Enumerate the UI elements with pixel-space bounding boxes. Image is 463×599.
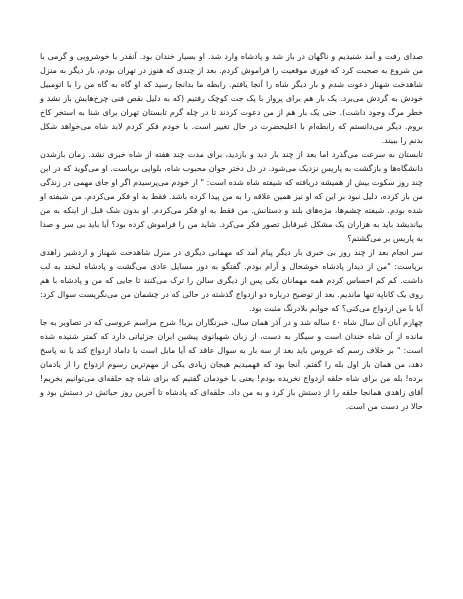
paragraph-3: سر انجام بعد از چند روز بی خبری بار دیگر پیام آمد که مهمانی دیگری در منزل شاهدخت شهناز و اردشیر زاهدی برپاست: "من از دیدار پادشاه خوشحال و آرام بودم. گفتگو به دور مسایل عادی می‌گشت و پادشاه لبخند به لب داشت. کم کم احساس کردم همه مهمانان یکی پس از دیگری سالن را ترک می‌کنند تا جایی که من و پادشاه با هم روی یک کاناپه تنها ماندیم. بعد از توضیح درباره دو ازدواج گذشته در حالی که در چشمان من می‌نگریست سوال کرد: آیا با من ازدواج می‌کنی؟ که جوابم بلادرنگ مثبت بود. [40, 248, 423, 313]
paragraph-2: تابستان به سرعت می‌گذرد اما بعد از چند بار دید و بازدید، برای مدت چند هفته از شاه خبری نشد. زمان بازشدن دانشگاه‌ها و بازگشت به پاریس نزدیک می‌شود. در دل دختر جوان محبوب شاه، بلوایی برپاست. او می‌گوید که در این چند روز سکوت بیش از همیشه دریافته که شیفته شاه شده است: " از خودم می‌پرسیدم اگر او جای مهمی در زندگی من باز کرده، دلیل نبود بر این که او نیز همین علاقه را به من پیدا کرده باشد. فقط به او فکر می‌کردم. من شیفته او شده بودم. شیفته چشم‌ها، مژه‌های بلند و دستانش. من فقط به او فکر می‌کردم. او بدون شک قبل از اینکه به من بیاندیشد باید به هزاران یک مشکل غیرقابل تصور فکر می‌کرد. شاید من را فراموش کرده بود؟ آیا باید بی سر و صدا به پاریس بر می‌گشتم؟ [40, 150, 423, 243]
paragraph-1: صدای رفت و آمد شنیدیم و ناگهان در باز شد و پادشاه وارد شد. او بسیار خندان بود. آنقدر با خوشرویی و گرمی با من شروع به صحبت کرد که فوری موقعیت را فراموش کردم. بعد از چندی که هنوز در تهران بودم، بار دیگر به منزل شاهدخت شهناز دعوت شدم و بار دیگر شاه را آنجا یافتم. رابطه ما بدانجا رسید که او گاه به گاه من را با اتومبیل خودش به گردش می‌برد. یک بار هم برای پرواز با یک جت کوچک رفتیم (که به دلیل نقص فنی چرخ‌هایش باز نشد و خطر مرگ وجود داشت). حتی یک بار هم از من دعوت کردند تا در چله گرم تابستان تهران برای شنا به استخر کاخ بروم. دیگر می‌دانستم که رابطه‌ام با اعلیحضرت در حال تغییر است. با خودم فکر کردم لابد شاه می‌خواهد شکل بدنم را ببیند. [40, 52, 423, 145]
paragraph-4: چهارم آبان آن سال شاه ٤٠ ساله شد و در آذر همان سال، خبرنگاران بریا! شرح مراسم عروسی که در تصاویر به جا مانده از آن شاه خندان است و سیگار به دست، از زبان شهبانوی پیشین ایران جزئیاتی دارد که کمتر شنیده شده است: " بر خلاف رسم که عروس باید بعد از سه بار به سوال عاقد که آیا مایل است با داماد ازدواج کند یا نه پاسخ دهد، من همان بار اول بله را گفتم. آنجا بود که فهمیدیم هیجان زیادی یکی از مهم‌ترین رسوم ازدواج را از یادمان برده! بله من برای شاه حلقه ازدواج نخریده بودم! یعنی با خودمان گفتیم که برای شاه چه حلقه‌ای می‌توانیم بخریم! آقای زاهدی همانجا حلقه را از دستش باز کرد و به من داد. حلقه‌ای که پادشاه تا آخرین روز حیاتش در دستش بود و حالا در دست من است. [40, 318, 424, 411]
